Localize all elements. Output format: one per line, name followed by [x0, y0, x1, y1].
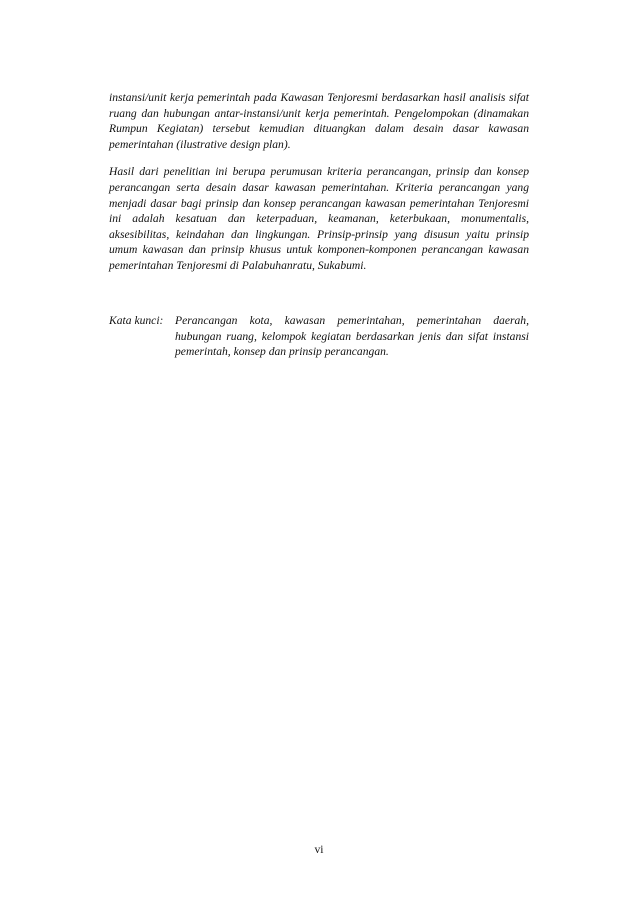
abstract-paragraph-1: instansi/unit kerja pemerintah pada Kawasan Tenjoresmi berdasarkan hasil analisis sifat ruang dan hubungan antar-instansi/unit kerja pemerintah. Pengelompokan (dinamakan Rumpun Kegiatan) tersebut kemudian dituangkan dalam desain dasar kawasan pemerintahan (ilustrative design plan). — [109, 91, 529, 151]
keywords-label: Kata kunci: — [109, 314, 164, 327]
abstract-paragraph-2: Hasil dari penelitian ini berupa perumusan kriteria perancangan, prinsip dan konsep perancangan serta desain dasar kawasan pemerintahan. Kriteria perancangan yang menjadi dasar bagi prinsip dan konsep perancangan kawasan pemerintahan Tenjoresmi ini adalah kesatuan dan keterpaduan, keamanan, keterbukaan, monumentalis, aksesibilitas, keindahan dan lingkungan. Prinsip-prinsip yang disusun yaitu prinsip umum kawasan dan prinsip khusus untuk komponen-komponen perancangan kawasan pemerintahan Tenjoresmi di Palabuhanratu, Sukabumi. — [109, 165, 529, 272]
keywords-text: Perancangan kota, kawasan pemerintahan, pemerintahan daerah, hubungan ruang, kelompok kegiatan berdasarkan jenis dan sifat instansi pemerintah, konsep dan prinsip perancangan. — [175, 314, 529, 359]
page-number: vi — [314, 843, 324, 856]
abstract-body — [109, 90, 529, 286]
keywords-section — [109, 313, 529, 360]
